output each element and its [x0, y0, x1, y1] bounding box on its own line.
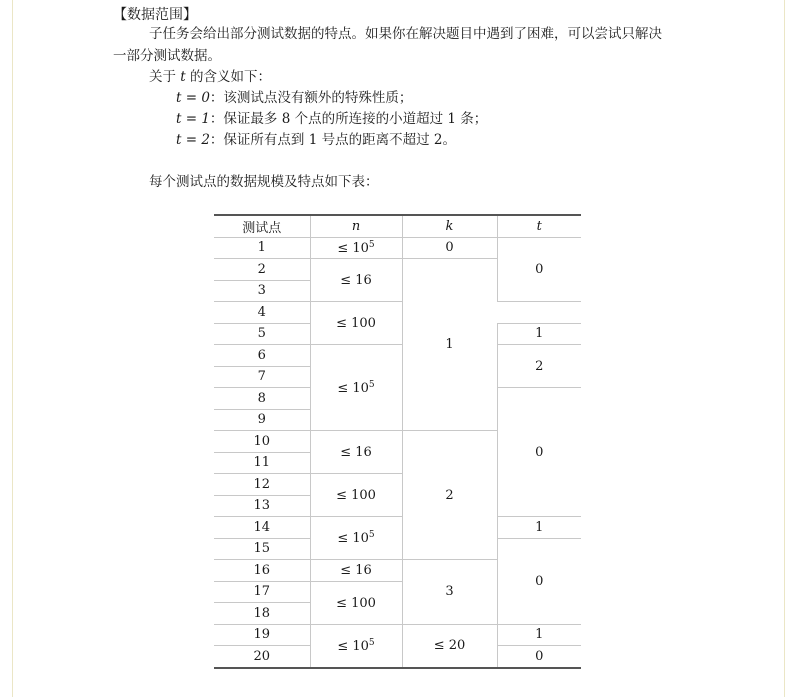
t-def-1: t = 1：保证最多 8 个点的所连接的小道超过 1 条； — [176, 111, 488, 127]
t-cell: 0 — [497, 646, 581, 668]
table-intro: 每个测试点的数据规模及特点如下表： — [149, 174, 379, 190]
data-table — [214, 214, 581, 669]
n-cell: ≤ 100 — [310, 474, 402, 517]
test-point-cell: 10 — [214, 431, 310, 453]
test-point-cell: 1 — [214, 237, 310, 259]
intro-paragraph: 子任务会给出部分测试数据的特点。如果你在解决题目中遇到了困难，可以尝试只解决一部分测试数据。 — [113, 26, 662, 64]
n-cell: ≤ $10^5$ — [310, 624, 402, 668]
test-point-cell: 20 — [214, 646, 310, 668]
n-cell: ≤ $10^5$ — [310, 345, 402, 431]
table-row — [214, 517, 581, 539]
header-t: t — [497, 215, 581, 237]
table-header-row — [214, 215, 581, 237]
test-point-cell: 15 — [214, 538, 310, 560]
test-point-cell: 9 — [214, 409, 310, 431]
test-point-cell: 18 — [214, 603, 310, 625]
test-point-cell: 17 — [214, 581, 310, 603]
right-margin-line — [784, 0, 785, 697]
test-point-cell: 12 — [214, 474, 310, 496]
t-cell: 0 — [497, 237, 581, 302]
test-point-cell: 13 — [214, 495, 310, 517]
t-def-0: t = 0：该测试点没有额外的特殊性质； — [176, 90, 413, 106]
t-cell: 2 — [497, 345, 581, 388]
n-cell: ≤ $10^5$ — [310, 237, 402, 259]
t-cell: 1 — [497, 624, 581, 646]
n-cell: ≤ 16 — [310, 560, 402, 582]
test-point-cell: 2 — [214, 259, 310, 281]
test-point-cell: 6 — [214, 345, 310, 367]
test-point-cell: 19 — [214, 624, 310, 646]
n-cell: ≤ 100 — [310, 302, 402, 345]
n-cell: ≤ 100 — [310, 581, 402, 624]
test-point-cell: 8 — [214, 388, 310, 410]
k-cell: 0 — [402, 237, 497, 259]
t-meaning-line — [149, 67, 271, 87]
table-row — [214, 624, 581, 646]
table-row — [214, 345, 581, 367]
header-n: n — [310, 215, 402, 237]
test-point-cell: 7 — [214, 366, 310, 388]
table-row — [214, 237, 581, 259]
header-test-point: 测试点 — [214, 215, 310, 237]
k-cell: 2 — [402, 431, 497, 560]
test-point-cell: 11 — [214, 452, 310, 474]
test-point-cell: 4 — [214, 302, 310, 324]
left-margin-line — [12, 0, 13, 697]
test-point-cell: 14 — [214, 517, 310, 539]
k-cell: 3 — [402, 560, 497, 625]
header-k: k — [402, 215, 497, 237]
test-point-cell: 5 — [214, 323, 310, 345]
n-cell: ≤ 16 — [310, 431, 402, 474]
k-cell: ≤ 20 — [402, 624, 497, 668]
test-point-cell: 16 — [214, 560, 310, 582]
t-meaning-prefix: 关于 — [149, 69, 176, 85]
k-cell: 1 — [402, 259, 497, 431]
t-cell: 0 — [497, 388, 581, 517]
t-meaning-suffix: 的含义如下： — [190, 69, 272, 85]
t-def-2: t = 2：保证所有点到 1 号点的距离不超过 2。 — [176, 132, 456, 148]
n-cell: ≤ 16 — [310, 259, 402, 302]
t-cell: 1 — [497, 323, 581, 345]
test-point-cell: 3 — [214, 280, 310, 302]
n-cell: ≤ $10^5$ — [310, 517, 402, 560]
t-variable: t — [180, 69, 186, 85]
table-row — [214, 302, 581, 324]
t-cell: 0 — [497, 538, 581, 624]
t-cell: 1 — [497, 517, 581, 539]
section-heading: 【数据范围】 — [113, 7, 197, 23]
